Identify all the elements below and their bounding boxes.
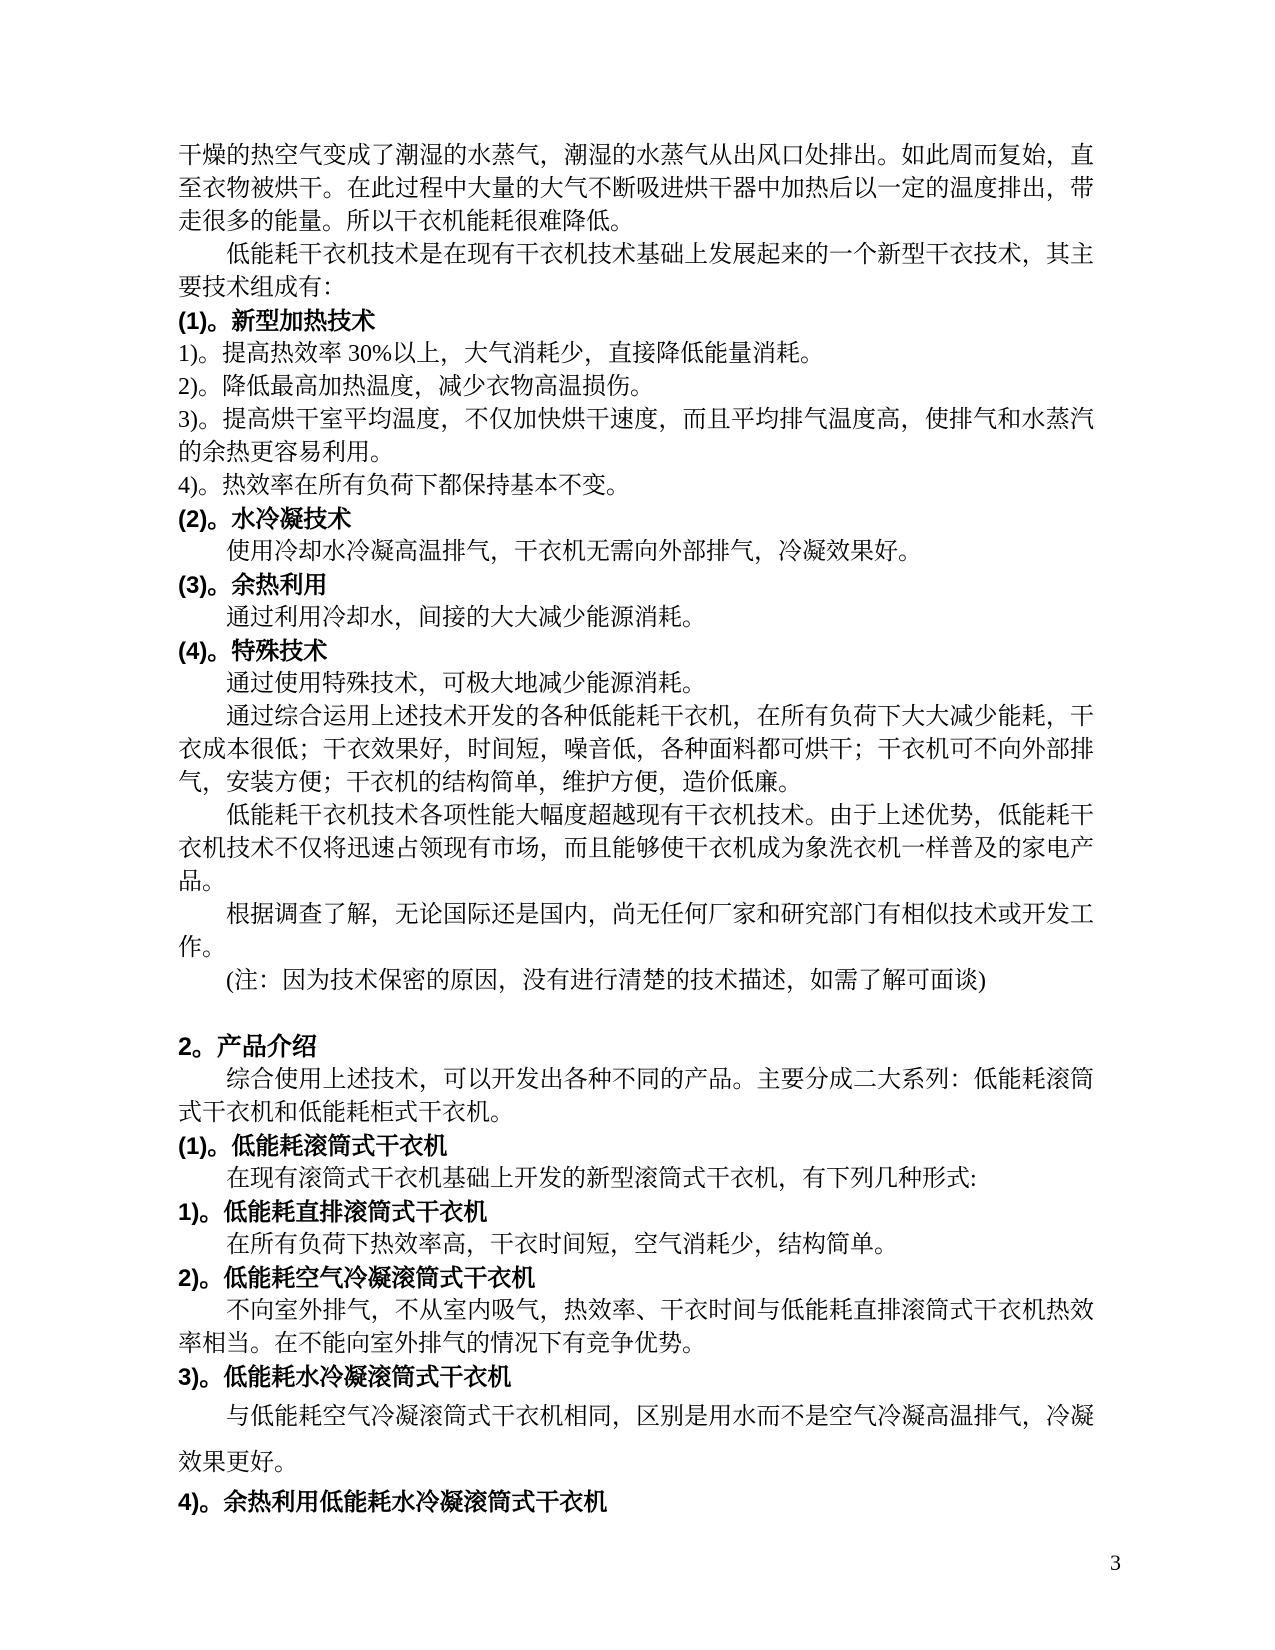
paragraph-water-condensing: 使用冷却水冷凝高温排气，干衣机无需向外部排气，冷凝效果好。	[226, 539, 922, 565]
paragraph-air-condensing-drum: 不向室外排气，不从室内吸气，热效率、干衣时间与低能耗直排滚筒式干衣机热效率相当。在不能向室外排气的情况下有竞争优势。	[178, 1298, 1094, 1357]
paragraph-drum-dryer-intro: 在现有滚筒式干衣机基础上开发的新型滚筒式干衣机，有下列几种形式:	[226, 1166, 977, 1192]
paragraph-intro: 低能耗干衣机技术是在现有干衣机技术基础上发展起来的一个新型干衣技术，其主要技术组成有：	[178, 242, 1094, 301]
paragraph-waste-heat-use: 通过利用冷却水，间接的大大减少能源消耗。	[226, 605, 706, 631]
paragraph-direct-vent-drum: 在所有负荷下热效率高，干衣时间短，空气消耗少，结构简单。	[226, 1232, 898, 1258]
paragraph-combined-benefits: 通过综合运用上述技术开发的各种低能耗干衣机，在所有负荷下大大减少能耗，干衣成本很低；干衣效果好，时间短，噪音低，各种面料都可烘干；干衣机可不向外部排气，安装方便；干衣机的结构简单，维护方便，造价低廉。	[178, 704, 1094, 796]
list-item-1: 1)。提高热效率 30%以上，大气消耗少，直接降低能量消耗。	[178, 341, 824, 367]
heading-new-heating-tech: (1)。新型加热技术	[178, 308, 376, 335]
list-item-4: 4)。热效率在所有负荷下都保持基本不变。	[178, 473, 630, 499]
paragraph-survey: 根据调查了解，无论国际还是国内，尚无任何厂家和研究部门有相似技术或开发工作。	[178, 902, 1094, 961]
heading-drum-dryer: (1)。低能耗滚筒式干衣机	[178, 1133, 448, 1160]
heading-product-introduction: 2。产品介绍	[178, 1033, 317, 1061]
heading-waste-heat-water-condensing-drum: 4)。余热利用低能耗水冷凝滚筒式干衣机	[178, 1489, 608, 1516]
list-item-3: 3)。提高烘干室平均温度，不仅加快烘干速度，而且平均排气温度高，使排气和水蒸汽的余热更容易利用。	[178, 407, 1094, 466]
heading-water-condensing-tech: (2)。水冷凝技术	[178, 506, 352, 533]
paragraph-confidential-note: (注：因为技术保密的原因，没有进行清楚的技术描述，如需了解可面谈)	[226, 968, 986, 994]
paragraph-special-tech: 通过使用特殊技术，可极大地减少能源消耗。	[226, 671, 706, 697]
heading-direct-vent-drum: 1)。低能耗直排滚筒式干衣机	[178, 1199, 488, 1226]
list-item-2: 2)。降低最高加热温度，减少衣物高温损伤。	[178, 374, 654, 400]
heading-special-tech: (4)。特殊技术	[178, 638, 328, 665]
page-number: 3	[1110, 1550, 1121, 1575]
paragraph-continuation: 干燥的热空气变成了潮湿的水蒸气，潮湿的水蒸气从出风口处排出。如此周而复始，直至衣物被烘干。在此过程中大量的大气不断吸进烘干器中加热后以一定的温度排出，带走很多的能量。所以干衣机能耗很难降低。	[178, 143, 1094, 235]
document-content	[178, 140, 1094, 1519]
heading-water-condensing-drum: 3)。低能耗水冷凝滚筒式干衣机	[178, 1364, 512, 1391]
heading-waste-heat-use: (3)。余热利用	[178, 572, 328, 599]
paragraph-market-advantage: 低能耗干衣机技术各项性能大幅度超越现有干衣机技术。由于上述优势，低能耗干衣机技术不仅将迅速占领现有市场，而且能够使干衣机成为象洗衣机一样普及的家电产品。	[178, 803, 1094, 895]
paragraph-water-condensing-drum: 与低能耗空气冷凝滚筒式干衣机相同，区别是用水而不是空气冷凝高温排气，冷凝效果更好。	[178, 1404, 1094, 1476]
paragraph-product-series: 综合使用上述技术，可以开发出各种不同的产品。主要分成二大系列：低能耗滚筒式干衣机和低能耗柜式干衣机。	[178, 1067, 1094, 1126]
heading-air-condensing-drum: 2)。低能耗空气冷凝滚筒式干衣机	[178, 1265, 536, 1292]
